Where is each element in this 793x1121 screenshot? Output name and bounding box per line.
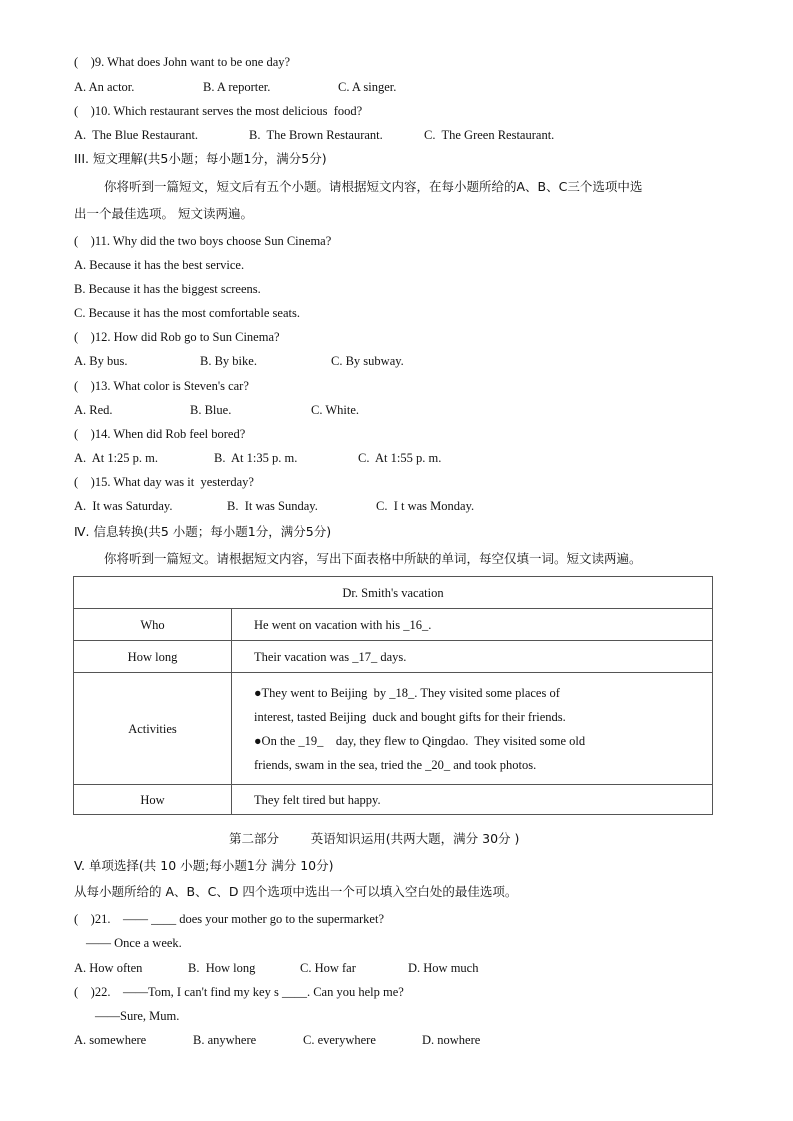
- q13-option-c: C. White.: [311, 403, 360, 417]
- q12-option-a: A. By bus.: [74, 354, 128, 368]
- q10-stem: ( )10. Which restaurant serves the most delicious food?: [74, 104, 363, 118]
- q11-option-b: B. Because it has the biggest screens.: [74, 282, 261, 296]
- row-value-who: He went on vacation with his _16_.: [232, 609, 713, 641]
- q13-option-a: A. Red.: [74, 403, 113, 417]
- section-4-title: Ⅳ. 信息转换(共5 小题；每小题1分，满分5分): [74, 524, 332, 539]
- q22-option-a: A. somewhere: [74, 1033, 147, 1047]
- q9-option-a: A. An actor.: [74, 80, 135, 94]
- row-value-activities: [232, 673, 713, 785]
- q9-stem: ( )9. What does John want to be one day?: [74, 55, 291, 69]
- q12-option-c: C. By subway.: [331, 354, 404, 368]
- q14-stem: ( )14. When did Rob feel bored?: [74, 427, 246, 441]
- activity-line-2: interest, tasted Beijing duck and bought gifts for their friends.: [254, 709, 566, 724]
- q13-option-b: B. Blue.: [190, 403, 232, 417]
- table-caption-row: [74, 577, 713, 609]
- q15-stem: ( )15. What day was it yesterday?: [74, 475, 254, 489]
- row-value-how: They felt tired but happy.: [232, 785, 713, 815]
- q10-option-b: B. The Brown Restaurant.: [249, 128, 383, 142]
- q11-option-c: C. Because it has the most comfortable seats.: [74, 306, 300, 320]
- q12-option-b: B. By bike.: [200, 354, 257, 368]
- section-3-title: III. 短文理解(共5小题；每小题1分，满分5分): [74, 151, 327, 166]
- q14-option-c: C. At 1:55 p. m.: [358, 451, 442, 465]
- section-3-instruction-2: 出一个最佳选项。 短文读两遍。: [74, 206, 253, 221]
- q14-option-a: A. At 1:25 p. m.: [74, 451, 159, 465]
- section-5-instruction: 从每小题所给的 A、B、C、D 四个选项中选出一个可以填入空白处的最佳选项。: [74, 884, 518, 899]
- q22-stem: ( )22. ——Tom, I can't find my key s ____. Can you help me?: [74, 985, 404, 999]
- q21-option-d: D. How much: [408, 961, 479, 975]
- part-2-title: 第二部分 英语知识运用(共两大题，满分 30分 ): [229, 831, 520, 846]
- q21-option-a: A. How often: [74, 961, 143, 975]
- q12-stem: ( )12. How did Rob go to Sun Cinema?: [74, 330, 280, 344]
- q21-option-c: C. How far: [300, 961, 356, 975]
- activity-line-1: ●They went to Beijing by _18_. They visited some places of: [254, 685, 560, 700]
- q13-stem: ( )13. What color is Steven's car?: [74, 379, 249, 393]
- row-label-who: Who: [74, 609, 232, 641]
- activity-line-3: ●On the _19_ day, they flew to Qingdao. They visited some old: [254, 733, 586, 748]
- q21-reply: —— Once a week.: [86, 936, 182, 950]
- table-row: [74, 673, 713, 785]
- section-4-instruction: 你将听到一篇短文。请根据短文内容，写出下面表格中所缺的单词，每空仅填一词。短文读两遍。: [104, 551, 642, 566]
- row-label-how-long: How long: [74, 641, 232, 673]
- row-value-how-long: Their vacation was _17_ days.: [232, 641, 713, 673]
- q14-option-b: B. At 1:35 p. m.: [214, 451, 298, 465]
- q22-option-c: C. everywhere: [303, 1033, 376, 1047]
- q15-option-c: C. I t was Monday.: [376, 499, 475, 513]
- q22-option-b: B. anywhere: [193, 1033, 257, 1047]
- q21-stem: ( )21. —— ____ does your mother go to the supermarket?: [74, 912, 385, 926]
- info-table: [73, 576, 713, 815]
- row-label-how: How: [74, 785, 232, 815]
- q11-option-a: A. Because it has the best service.: [74, 258, 245, 272]
- section-3-instruction-1: 你将听到一篇短文，短文后有五个小题。请根据短文内容，在每小题所给的A、B、C三个选项中选: [104, 179, 643, 194]
- q10-option-c: C. The Green Restaurant.: [424, 128, 555, 142]
- section-5-title: V. 单项选择(共 10 小题;每小题1分 满分 10分): [74, 858, 334, 873]
- q15-option-b: B. It was Sunday.: [227, 499, 318, 513]
- q22-reply: ——Sure, Mum.: [95, 1009, 180, 1023]
- table-caption: Dr. Smith's vacation: [74, 577, 713, 609]
- activities-label: Activities: [128, 721, 177, 736]
- q9-option-c: C. A singer.: [338, 80, 397, 94]
- table-row: [74, 609, 713, 641]
- row-label-activities: [74, 673, 232, 785]
- q10-option-a: A. The Blue Restaurant.: [74, 128, 199, 142]
- q9-option-b: B. A reporter.: [203, 80, 271, 94]
- q22-option-d: D. nowhere: [422, 1033, 481, 1047]
- activity-line-4: friends, swam in the sea, tried the _20_ and took photos.: [254, 757, 537, 772]
- table-row: [74, 785, 713, 815]
- q11-stem: ( )11. Why did the two boys choose Sun Cinema?: [74, 234, 332, 248]
- q15-option-a: A. It was Saturday.: [74, 499, 173, 513]
- table-row: [74, 641, 713, 673]
- q21-option-b: B. How long: [188, 961, 256, 975]
